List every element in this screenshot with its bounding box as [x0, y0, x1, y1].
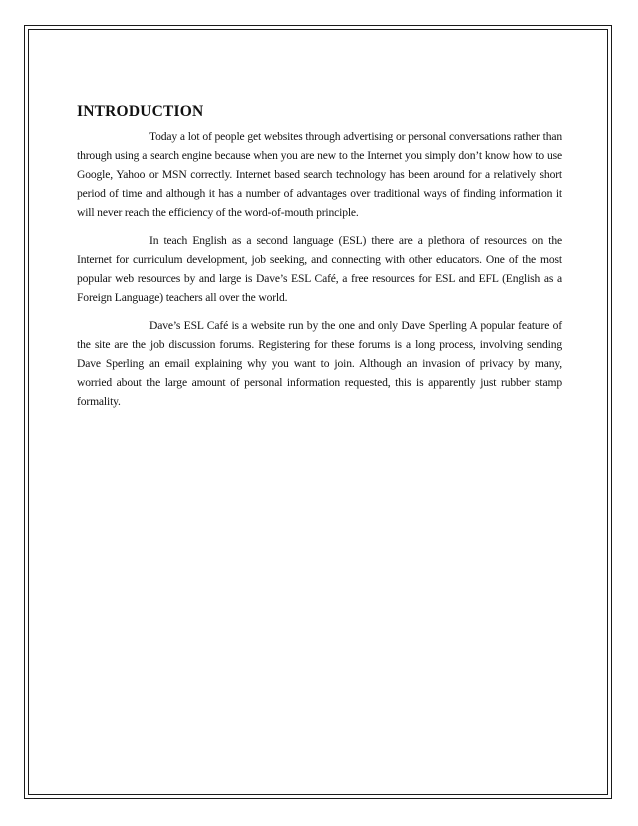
paragraph-3: Dave’s ESL Café is a website run by the one and only Dave Sperling A popular feature of the site are the job discussion forums. Registering for these forums is a long process, involving sending Dave Sperling an email explaining why you want to join. Although an invasion of privacy by many, worried about the large amount of personal information requested, this is apparently just rubber stamp formality. — [77, 319, 562, 408]
paragraph-1: Today a lot of people get websites through advertising or personal conversations rather than through using a search engine because when you are new to the Internet you simply don’t know how to use Google, Yahoo or MSN correctly. Internet based search technology has been around for a relatively short period of time and although it has a number of advantages over traditional ways of finding information it will never reach the efficiency of the word-of-mouth principle. — [77, 130, 562, 219]
section-heading: INTRODUCTION — [77, 103, 204, 120]
document-body — [77, 103, 562, 420]
paragraph-2: In teach English as a second language (ESL) there are a plethora of resources on the Internet for curriculum development, job seeking, and connecting with other educators. One of the most popular web resources by and large is Dave’s ESL Café, a free resources for ESL and EFL (English as a Foreign Language) teachers all over the world. — [77, 234, 562, 304]
